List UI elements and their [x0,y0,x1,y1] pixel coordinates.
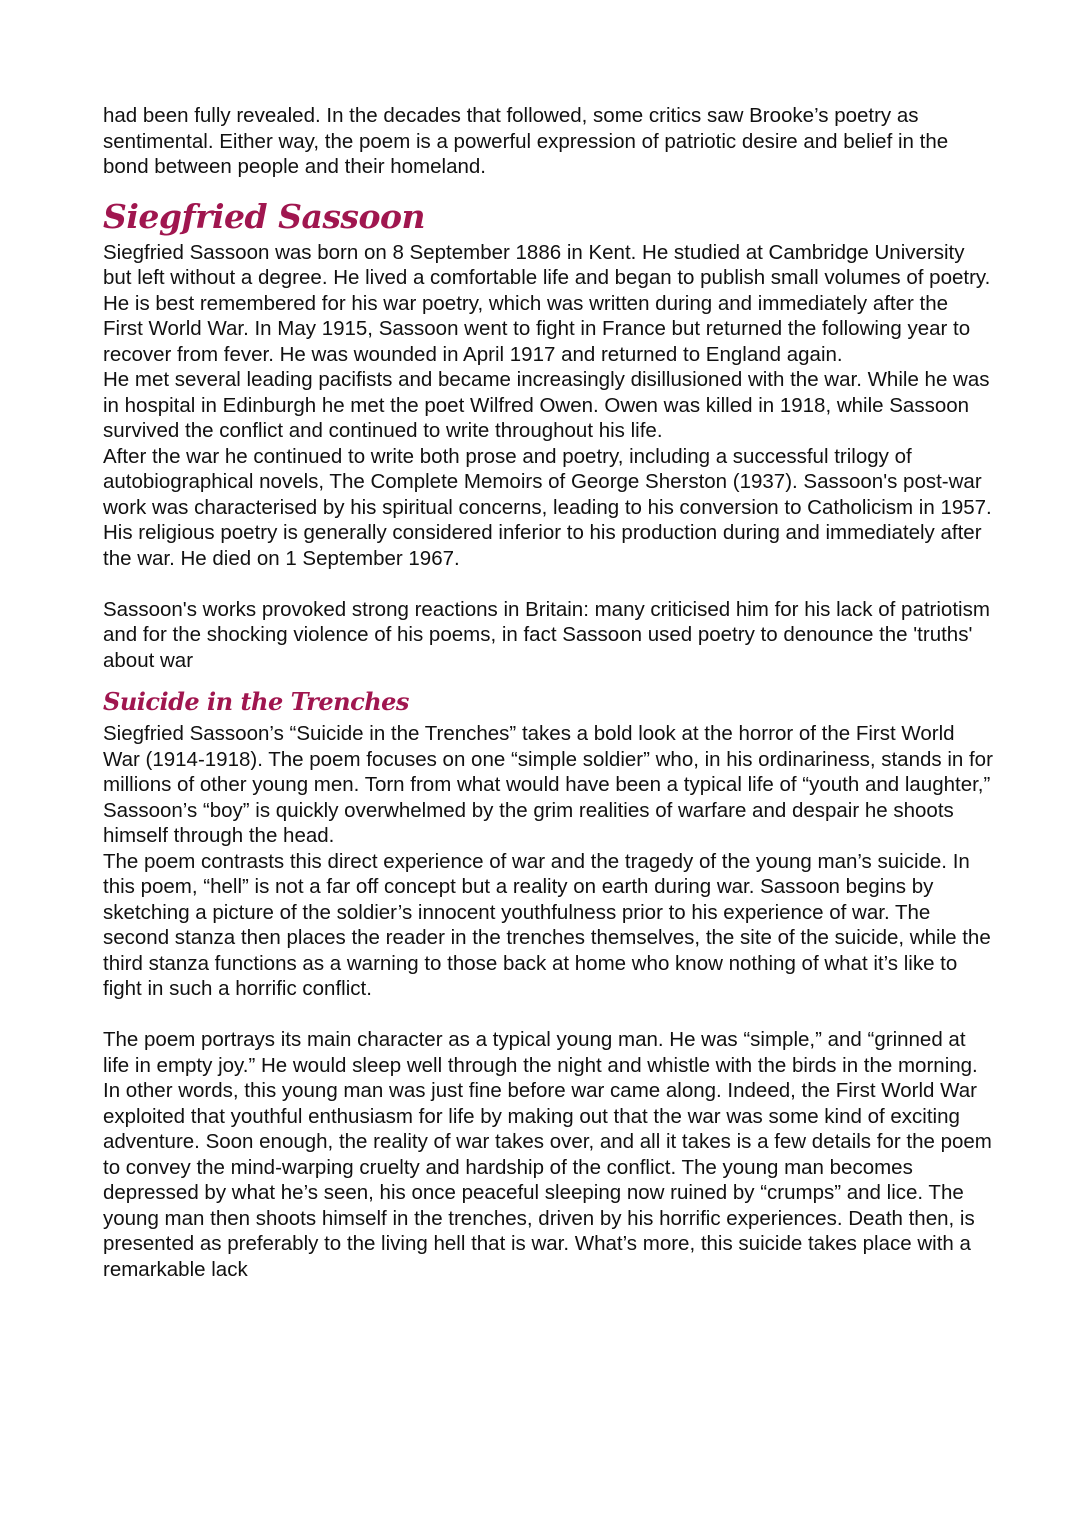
sassoon-paragraph-after-war: After the war he continued to write both prose and poetry, including a successful trilogy of autobiographical novels, The Complete Memoirs of George Sherston (1937). Sassoon's post-war work was characterised by his spiritual concerns, leading to his conversion to Catholicism in 1957. [103,444,992,519]
intro-paragraph: had been fully revealed. In the decades that followed, some critics saw Brooke’s poetry as sentimental. Either way, the poem is a powerful expression of patriotic desire and belief in the bond between people and their homeland. [103,104,949,178]
sassoon-paragraph-birth: Siegfried Sassoon was born on 8 September 1886 in Kent. He studied at Cambridge University but left without a degree. He lived a comfortable life and began to publish small volumes of poetry. [103,240,991,289]
paragraph-gap [103,571,993,597]
suicide-paragraph-contrast: The poem contrasts this direct experience of war and the tragedy of the young man’s suicide. In this poem, “hell” is not a far off concept but a reality on earth during war. Sassoon begins by sketching a picture of the soldier’s innocent youthfulness prior to his experience of war. The second stanza then places the reader in the trenches themselves, the site of the suicide, while the third stanza functions as a warning to those back at home who know nothing of what it’s like to fight in such a horrific conflict. [103,849,991,1000]
sassoon-paragraph-religious-poetry: His religious poetry is generally considered inferior to his production during and immediately after the war. He died on 1 September 1967. [103,521,982,570]
sassoon-paragraph-pacifists: He met several leading pacifists and became increasingly disillusioned with the war. While he was in hospital in Edinburgh he met the poet Wilfred Owen. Owen was killed in 1918, while Sassoon survived the conflict and continued to write throughout his life. [103,368,990,442]
section-heading-suicide-in-the-trenches: Suicide in the Trenches [103,687,409,716]
suicide-paragraph-intro: Siegfried Sassoon’s “Suicide in the Trenches” takes a bold look at the horror of the First World War (1914-1918). The poem focuses on one “simple soldier” who, in his ordinariness, stands in for millions of other young men. Torn from what would have been a typical life of “youth and laughter,” Sassoon’s “boy” is quickly overwhelmed by the grim realities of warfare and despair he shoots himself through the head. [103,722,993,847]
document-page [103,103,993,1282]
suicide-paragraph-character: The poem portrays its main character as a typical young man. He was “simple,” and “grinned at life in empty joy.” He would sleep well through the night and whistle with the birds in the morning. In other words, this young man was just fine before war came along. Indeed, the First World War exploited that youthful enthusiasm for life by making out that the war was some kind of exciting adventure. Soon enough, the reality of war takes over, and all it takes is a few details for the poem to convey the mind-warping cruelty and hardship of the conflict. The young man becomes depressed by what he’s seen, his once peaceful sleeping now ruined by “crumps” and lice. The young man then shoots himself in the trenches, driven by his horrific experiences. Death then, is presented as preferably to the living hell that is war. What’s more, this suicide takes place with a remarkable lack [103,1028,992,1281]
section-heading-sassoon: Siegfried Sassoon [103,196,425,236]
sassoon-paragraph-war-poetry: He is best remembered for his war poetry, which was written during and immediately after the First World War. In May 1915, Sassoon went to fight in France but returned the following year to recover from fever. He was wounded in April 1917 and returned to England again. [103,291,971,366]
paragraph-gap [103,1002,993,1028]
sassoon-paragraph-reactions: Sassoon's works provoked strong reactions in Britain: many criticised him for his lack of patriotism and for the shocking violence of his poems, in fact Sassoon used poetry to denounce the 'truths' about war [103,597,990,672]
